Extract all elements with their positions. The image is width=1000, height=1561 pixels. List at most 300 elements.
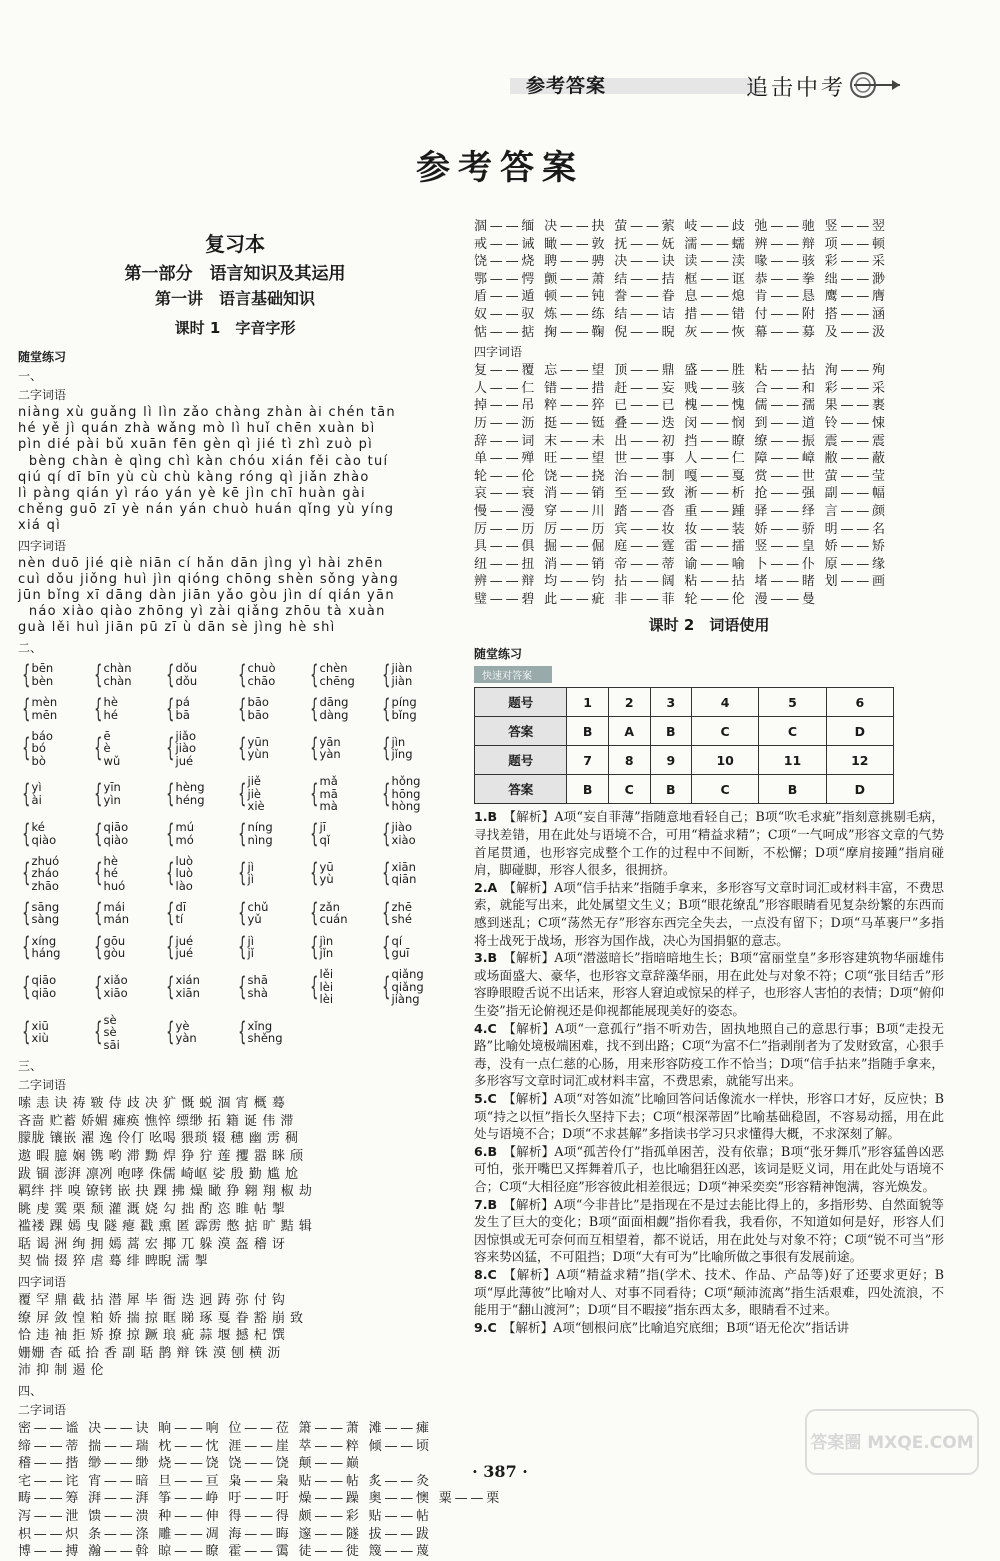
pinyin-readings [176, 974, 200, 999]
polyphone-pair [234, 968, 306, 1006]
brace-icon: { [382, 858, 391, 889]
brace-icon: { [22, 932, 31, 963]
brace-icon: { [382, 818, 391, 849]
pinyin-reading: chǔ [247, 899, 269, 914]
pinyin-readings [320, 935, 334, 960]
pinyin-reading: jìn [391, 734, 406, 749]
pinyin-reading: sāng [31, 899, 60, 914]
pinyin-readings [248, 662, 276, 687]
question-number-cell: 1 [567, 688, 608, 717]
brace-icon: { [382, 778, 391, 809]
brace-icon: { [22, 858, 31, 889]
polyphone-pair [306, 730, 378, 768]
pinyin-reading: bā [175, 707, 190, 722]
polyphone-pair [378, 730, 450, 768]
pinyin-reading: dāng [319, 695, 349, 710]
polyphone-pair [18, 693, 90, 724]
polyphone-pair [234, 775, 306, 813]
sec4-four-line: 辨——辩 均——钧 拈——阔 粘——拈 堵——睹 划——画 [474, 574, 888, 590]
answer-cell: B [567, 717, 608, 746]
pinyin-reading: yìn [103, 792, 121, 807]
polyphone-pair [162, 775, 234, 813]
sec4-two-right-line: 鄂——愕 颤——萧 结——拮 框——诓 恭——拳 绌——渺 [474, 271, 888, 287]
section-two-label: 二、 [18, 640, 43, 655]
pinyin-readings [320, 901, 348, 926]
pinyin-2-line: bèng chàn è qìng chì kàn chóu xián fěi cào tuí [18, 453, 389, 469]
brace-icon: { [238, 659, 247, 690]
pinyin-reading: níng [247, 820, 273, 835]
answer-row-answers-1 [475, 717, 894, 746]
pinyin-readings [392, 935, 410, 960]
explanation-text: 【解析】A项“刨根问底”比喻追究底细；B项“语无伦次”指话讲 [502, 1319, 850, 1335]
answer-row-numbers-2 [475, 746, 894, 775]
pinyin-reading: yè [175, 1018, 190, 1033]
pinyin-readings [176, 781, 205, 806]
pinyin-readings [248, 821, 273, 846]
pinyin-reading: héng [175, 792, 205, 807]
sec4-two-line: 枳——炽 条——涤 雕——凋 海——晦 邃——隧 拔——跋 [18, 1526, 432, 1542]
right-column [474, 218, 944, 1480]
pinyin-reading: jì [247, 872, 254, 887]
pinyin-4-line: cuì dǒu jiǒng huì jìn qióng chōng shèn sǒng yàng [18, 571, 400, 587]
pinyin-reading: yì [31, 780, 42, 795]
brace-icon: { [94, 778, 103, 809]
pinyin-reading: háng [31, 946, 61, 961]
pinyin-readings [32, 662, 54, 687]
brace-icon: { [310, 733, 319, 764]
section-one-label: 一、 [18, 369, 43, 383]
sec4-four-line: 璧——碧 此——疵 非——菲 轮——伦 漫——曼 [474, 591, 818, 607]
polyphone-pair [162, 898, 234, 929]
pinyin-readings [320, 696, 349, 721]
pinyin-reading: píng [391, 695, 417, 710]
pinyin-reading: zháo [31, 866, 59, 881]
pinyin-reading: xián [175, 973, 200, 988]
pinyin-readings [320, 968, 333, 1006]
brace-icon: { [94, 693, 103, 724]
watermark-text: 答案圈 MXQE.COM [810, 1433, 974, 1453]
pinyin-readings [104, 781, 121, 806]
pinyin-readings [392, 821, 416, 846]
pinyin-reading: shé [391, 912, 412, 927]
sec4-two-right-line: 戒——诫 瞰——敦 抚——妩 濡——蠕 辨——辩 项——顿 [474, 236, 888, 252]
pinyin-reading: lèi [319, 992, 334, 1007]
explanation-text: 【解析】A项“一意孤行”指不听劝告，固执地照自己的意思行事；B项“走投无路”比喻处境极端困难，找不到出路；C项“为富不仁”指剥削者为了发财致富，心狠手毒，没有一点仁慈的心肠，用来形容防疫工作不恰当；D项“信手拈来”指随手拿来，多形容写文章时词汇或材料丰富，不费思索，就能写出来。 [474, 1020, 944, 1089]
brace-icon: { [94, 818, 103, 849]
section-three-label: 三、 [18, 1059, 43, 1074]
pinyin-reading: zhē [391, 899, 412, 914]
explanation-item [474, 1266, 944, 1319]
pinyin-2-line: qiú qí dī bīn yù cù chù kàng róng qì jiǎn zhào [18, 469, 370, 485]
brace-icon: { [166, 693, 175, 724]
sec4-four-line: 轮——伦 饶——挠 治——制 嘎——戛 赏——世 萤——莹 [474, 468, 888, 484]
sec4-four-line: 掉——吊 粹——猝 已——已 槐——愧 儒——孺 果——裹 [474, 398, 888, 414]
sec3-two-line: 跋 锢 澎湃 凛冽 咆哮 侏儒 崎岖 娑 殷 勤 尴 尬 [18, 1166, 299, 1182]
question-number-cell: 5 [759, 688, 826, 717]
question-number-cell: 7 [567, 746, 608, 775]
polyphone-pair [162, 818, 234, 849]
answer-cell: B [650, 775, 691, 804]
pinyin-reading: jué [175, 753, 194, 768]
pinyin-reading: dǒu [175, 673, 198, 688]
pinyin-reading: jué [175, 946, 194, 961]
pinyin-readings [248, 901, 269, 926]
pinyin-reading: chàn [103, 661, 132, 676]
pinyin-reading: yūn [247, 734, 269, 749]
pinyin-readings [32, 1020, 49, 1045]
explanation-item [474, 1143, 944, 1196]
polyphone-pair [18, 1014, 90, 1052]
pinyin-reading: huó [103, 878, 126, 893]
polyphone-pair [234, 1014, 306, 1052]
pinyin-readings [104, 1014, 120, 1052]
pinyin-reading: jiàng [391, 992, 420, 1007]
brace-icon: { [166, 898, 175, 929]
explanation-text: 【解析】A项“精益求精”指(学术、技术、作品、产品等)好了还要求更好；B项“厚此薄彼”比喻对人、对事不同看待；C项“颠沛流离”指生活艰难，四处流浪，不能用于“翻山渡河”；D项“目不暇接”指东西太多，眼睛看不过来。 [474, 1266, 944, 1318]
pinyin-reading: yān [319, 734, 341, 749]
page-number: · 387 · [472, 1462, 528, 1481]
pinyin-readings [248, 935, 254, 960]
pinyin-readings [32, 974, 57, 999]
part-title: 第一部分 语言知识及其运用 [124, 264, 346, 284]
pinyin-reading: qiāo [31, 973, 57, 988]
explanation-item [474, 1319, 944, 1337]
brace-icon: { [22, 1017, 31, 1048]
sec4-four-line: 人——仁 错——措 赶——妄 贱——骇 合——和 彩——采 [474, 380, 888, 396]
page-title: 参考答案 [416, 148, 584, 188]
sec3-four-line: 沛 抑 制 遏 伦 [18, 1363, 105, 1379]
polyphone-pair [18, 898, 90, 929]
explanation-text: 【解析】A项“潜滋暗长”指暗暗地生长；B项“富丽堂皇”多形容建筑物华丽雄伟或场面盛大、豪华，也形容文章辞藻华丽，用在此处与对象不符；C项“张目结舌”形容睁眼瞪舌说不出话来，形容人窘迫或惊呆的样子，也形容人害怕的表情；D项“俯仰生姿”指无论俯视还是仰视都能展现美好的姿态。 [474, 950, 944, 1018]
pinyin-readings [176, 901, 187, 926]
brace-icon: { [166, 818, 175, 849]
explanation-number: 9.C [474, 1319, 497, 1335]
pinyin-reading: bāo [247, 695, 269, 710]
answer-cell: B [567, 775, 608, 804]
brace-icon: { [166, 733, 175, 764]
explanation-item [474, 1196, 944, 1266]
brace-icon: { [238, 733, 247, 764]
polyphone-pair [234, 818, 306, 849]
pinyin-reading: mèn [31, 695, 58, 710]
brace-icon: { [22, 971, 31, 1002]
pinyin-readings [320, 736, 341, 761]
pinyin-reading: báo [31, 728, 53, 743]
sec3-two-line: 吝啬 贮蓄 娇媚 瘫痪 憔悴 缥缈 拓 籍 诞 伟 滞 [18, 1113, 294, 1129]
sec4-two-line: 密——谧 决——诀 晌——响 位——莅 箫——萧 滩——瘫 [18, 1421, 432, 1437]
answer-cell: C [759, 717, 826, 746]
pinyin-readings [176, 855, 194, 893]
pinyin-2-line: xiá qì [18, 518, 62, 534]
pinyin-reading: è [103, 741, 111, 756]
pinyin-reading: jiào [175, 741, 197, 756]
pinyin-reading: chāo [247, 673, 276, 688]
polyphone-pair [378, 968, 450, 1006]
pinyin-reading: mā [319, 786, 338, 801]
pinyin-reading: bēn [31, 661, 54, 676]
brace-icon: { [22, 659, 31, 690]
brace-icon: { [94, 659, 103, 690]
explanation-text: 【解析】A项“对答如流”比喻回答问话像流水一样快，形容口才好，反应快；B项“持之以恒”指长久坚持下去；C项“根深蒂固”比喻基础稳固，不容易动摇，用在此处与语境不合；D项“不求甚解”多指读书学习只求懂得大概，不求深刻了解。 [474, 1090, 944, 1142]
pinyin-reading: xǐng [247, 1018, 273, 1033]
sec3-two-line: 褴褛 踝 嫣 曳 隧 瘪 戳 熏 匿 霹雳 憋 掂 旷 黠 辑 [18, 1219, 313, 1235]
pinyin-reading: xiū [31, 1018, 49, 1033]
pinyin-readings [392, 968, 424, 1006]
pinyin-reading: lěi [319, 967, 334, 982]
brace-icon: { [238, 858, 247, 889]
brace-icon: { [166, 778, 175, 809]
pinyin-reading: xiǎo [103, 973, 128, 988]
pinyin-readings [392, 696, 417, 721]
polyphone-pair [306, 898, 378, 929]
answer-cell: A [608, 717, 650, 746]
pinyin-reading: qiào [103, 832, 129, 847]
pinyin-reading: jǐng [391, 747, 413, 762]
sec3-two-line: 羁绊 拌 嗅 镣铐 嵌 抉 踝 拂 燥 瞰 狰 翱 翔 椒 劫 [18, 1184, 313, 1200]
brace-icon: { [310, 932, 319, 963]
polyphone-pair [234, 659, 306, 690]
lecture-title: 第一讲 语言基础知识 [154, 289, 315, 308]
pinyin-reading: bó [31, 741, 46, 756]
explanation-number: 8.C [474, 1266, 497, 1282]
question-number-cell: 11 [759, 746, 826, 775]
pinyin-reading: sè [103, 1012, 117, 1027]
pinyin-reading: yīn [103, 780, 121, 795]
pinyin-reading: ē [103, 728, 111, 743]
pinyin-readings [32, 781, 42, 806]
pinyin-reading: jì [247, 933, 254, 948]
explanation-text: 【解析】A项“信手拈来”指随手拿来，多形容写文章时词汇或材料丰富，不费思索，就能写出来，此处属望文生义；B项“眼花缭乱”形容眼睛看见复杂纷繁的东西而感到迷乱；C项“荡然无存”形容东西完全失去，一点没有留下；D项“马革裹尸”多指将士战死于战场，形容为国作战，决心为国捐躯的意志。 [474, 879, 944, 948]
question-number-cell: 4 [691, 688, 758, 717]
pinyin-2-line: lì pàng qián yì ráo yán yè kē jìn chī huàn gài [18, 486, 366, 502]
watermark [802, 1404, 982, 1480]
practice-heading: 随堂练习 [18, 350, 67, 364]
pinyin-reading: yùn [247, 747, 269, 762]
pinyin-four-char-block [18, 556, 452, 637]
answer-cell: C [691, 775, 758, 804]
pinyin-readings [32, 855, 60, 893]
pinyin-reading: wǔ [103, 753, 121, 768]
pinyin-reading: hǒng [391, 774, 421, 789]
polyphone-pair [306, 659, 378, 690]
pinyin-reading: qiào [31, 832, 57, 847]
pinyin-2-line: hé yě jì quán zhà wǎng mò lì huǐ chēn xuàn bì [18, 421, 376, 437]
explanation-text: 【解析】A项“妄自菲薄”指随意地看轻自己；B项“吹毛求疵”指刻意挑剔毛病，寻找差错，用在此处与语境不合，可用“精益求精”；C项“一气呵成”形容文章的气势首尾贯通，也形容完成整个工作的过程中不间断，不松懈；D项“摩肩接踵”指肩碰肩，脚碰脚，形容人很多，很拥挤。 [474, 809, 944, 878]
polyphone-pair [162, 693, 234, 724]
polyphone-pair [306, 775, 378, 813]
polyphone-pair [90, 898, 162, 929]
pinyin-reading: qiān [391, 872, 417, 887]
pinyin-readings [392, 662, 413, 687]
sec4-two-line: 泻——泄 馈——溃 种——伸 得——得 颇——彩 贴——帖 [18, 1509, 432, 1525]
pinyin-readings [392, 736, 413, 761]
sec4-four-line: 哀——衰 消——销 至——致 淅——析 抢——强 副——幅 [474, 486, 888, 502]
brace-icon: { [310, 659, 319, 690]
explanation-item [474, 949, 944, 1019]
pinyin-reading: yū [319, 859, 334, 874]
pinyin-reading: mó [175, 832, 194, 847]
answer-cell: B [759, 775, 826, 804]
sec4-two-char-continued [474, 218, 944, 341]
polyphone-pair [90, 818, 162, 849]
pinyin-reading: chēng [319, 673, 355, 688]
sec3-two-line: 眺 虔 霙 栗 颓 灌 溉 娆 勾 拙 酌 恣 睢 帖 掣 [18, 1201, 286, 1217]
pinyin-reading: luò [175, 853, 194, 868]
pinyin-reading: hōng [391, 786, 421, 801]
brace-icon: { [166, 932, 175, 963]
pinyin-reading: guī [391, 946, 410, 961]
pinyin-reading: yàn [175, 1031, 197, 1046]
sec4-four-line: 辞——词 末——未 出——初 挡——瞭 缭——振 震——震 [474, 433, 888, 449]
answer-table [474, 687, 894, 804]
sec3-four-line: 姗姗 杳 砥 拾 香 副 聒 鹊 辩 铢 漠 刨 横 沥 [18, 1345, 281, 1361]
sec3-two-line: 契 惴 掇 猝 虐 蓦 绯 睥睨 濡 掣 [18, 1254, 209, 1270]
quick-answer-tag: 快速对答案 [474, 666, 552, 683]
brace-icon: { [238, 693, 247, 724]
pinyin-2-line: pìn dié pài bǔ xuān fēn gèn qì jié tì zhì zuò pì [18, 437, 374, 453]
explanation-number: 2.A [474, 879, 498, 895]
pinyin-reading: mái [103, 899, 125, 914]
brace-icon: { [94, 858, 103, 889]
pinyin-4-line: náo xiào qiào zhōng yì zài qiǎng zhōu tà xuàn [18, 604, 386, 620]
sec4-two-line: 稽——揩 缈——缈 烧——饶 饶——饶 颠——巅 [18, 1456, 362, 1472]
brace-icon: { [238, 778, 247, 809]
pinyin-reading: xíng [31, 933, 57, 948]
polyphone-pair [378, 932, 450, 963]
sec4-two-line: 博——搏 瀚——斡 晾——瞭 霍——霭 徒——徙 篾——蔑 [18, 1544, 432, 1560]
pinyin-reading: xiān [175, 985, 200, 1000]
brace-icon: { [94, 733, 103, 764]
polyphone-pair [90, 693, 162, 724]
question-number-cell: 9 [650, 746, 691, 775]
sec4-four-line: 厉——历 厉——历 宾——妆 妆——装 娇——骄 明——名 [474, 521, 888, 537]
brace-icon: { [94, 971, 103, 1002]
label-cell: 题号 [475, 746, 567, 775]
pinyin-reading: chuò [247, 661, 276, 676]
label-cell: 答案 [475, 775, 567, 804]
polyphone-pair [306, 818, 378, 849]
pinyin-reading: qiāo [31, 985, 57, 1000]
brace-icon: { [382, 733, 391, 764]
brace-icon: { [166, 971, 175, 1002]
polyphone-pair [234, 730, 306, 768]
pinyin-reading: zhuó [31, 853, 60, 868]
pinyin-reading: bèn [31, 673, 54, 688]
polyphone-pair [378, 818, 450, 849]
pinyin-reading: mēn [31, 707, 58, 722]
question-number-cell: 10 [691, 746, 758, 775]
sec4-two-line: 畴——筹 湃——湃 筝——峥 吁——吁 燥——躁 奥——懊 粟——栗 [18, 1491, 502, 1507]
brace-icon: { [382, 659, 391, 690]
pinyin-reading: xiān [391, 859, 416, 874]
explanation-item [474, 1020, 944, 1090]
polyphone-pair [378, 898, 450, 929]
pinyin-readings [392, 901, 412, 926]
brace-icon: { [22, 898, 31, 929]
sec4-four-line: 复——覆 忘——望 顶——鼎 盛——胜 粘——拈 洵——殉 [474, 363, 888, 379]
sec4-four-line: 具——俱 掘——倔 庭——霆 雷——擂 竖——皇 娇——矫 [474, 539, 888, 555]
pinyin-reading: hè [103, 853, 118, 868]
pinyin-reading: chèn [319, 661, 348, 676]
pinyin-reading: jiǎo [175, 728, 197, 743]
pinyin-readings [32, 901, 60, 926]
pinyin-readings [32, 696, 58, 721]
pinyin-readings [104, 974, 128, 999]
pinyin-reading: lèi [319, 979, 334, 994]
explanation-item [474, 808, 944, 878]
question-number-cell: 8 [608, 746, 650, 775]
pinyin-4-line: jūn bǐng xī dāng dàn jiān yǎo gòu jìn dí qián yān [18, 588, 395, 604]
polyphone-pair [162, 968, 234, 1006]
pinyin-reading: luò [175, 866, 194, 881]
pinyin-reading: hé [103, 866, 118, 881]
brace-icon: { [238, 971, 247, 1002]
pinyin-readings [176, 696, 190, 721]
explanation-text: 【解析】A项“今非昔比”是指现在不是过去能比得上的，多指形势、自然面貌等发生了巨大的变化；B项“面面相觑”指你看我，我看你，不知道如何是好，形容人们因惊惧或无可奈何而互相望着，都不说话，用在此处与对象不符；C项“锐不可当”形容来势凶猛，不可阻挡；D项“大有可为”比喻所做之事很有发展前途。 [474, 1196, 944, 1265]
pinyin-readings [248, 775, 265, 813]
pinyin-reading: sè [103, 1025, 117, 1040]
polyphone-pair [90, 932, 162, 963]
question-number-cell: 6 [826, 688, 893, 717]
explanation-text: 【解析】A项“孤苦伶仃”指孤单困苦，没有依靠；B项“张牙舞爪”形容猛兽凶恶可怕，张开嘴巴又挥舞着爪子，也比喻猖狂凶恶，该词是贬义词，用在此处与语境不合；C项“大相径庭”形容彼此相差很远；D项“神采奕奕”形容精神饱满，容光焕发。 [474, 1143, 944, 1194]
sec4-four-char-block [474, 362, 944, 608]
pinyin-readings [104, 730, 121, 768]
pinyin-readings [32, 730, 53, 768]
pinyin-readings [248, 861, 254, 886]
polyphone-pair [162, 1014, 234, 1052]
pinyin-reading: yǔ [247, 912, 262, 927]
answer-row-numbers-1 [475, 688, 894, 717]
pinyin-reading: bò [31, 753, 46, 768]
brace-icon: { [94, 932, 103, 963]
sec4-four-line: 慢——漫 穿——川 踏——沓 重——踵 驿——绎 言——颜 [474, 503, 888, 519]
pinyin-reading: lào [175, 878, 193, 893]
sec3-two-line: 嗦 恚 诀 祷 皲 侍 歧 决 犷 慨 蜕 涸 宵 概 蓦 [18, 1096, 286, 1112]
pinyin-reading: jué [175, 933, 194, 948]
polyphone-pair [234, 932, 306, 963]
pinyin-readings [104, 662, 132, 687]
pinyin-reading: qí [391, 933, 403, 948]
pinyin-reading: sāi [103, 1037, 120, 1052]
brace-icon: { [22, 778, 31, 809]
polyphone-pair [306, 693, 378, 724]
pinyin-readings [176, 821, 195, 846]
pinyin-reading: sàng [31, 912, 60, 927]
pinyin-reading: dǒu [175, 661, 198, 676]
pinyin-4-line: nèn duō jié qiè niān cí hǎn dān jìng yì hài zhēn [18, 555, 384, 571]
polyphone-pair [306, 932, 378, 963]
pinyin-reading: jiě [247, 774, 262, 789]
polyphone-pair [162, 855, 234, 893]
pinyin-reading: mǎ [319, 774, 338, 789]
pinyin-reading: qǐ [319, 832, 331, 847]
pinyin-readings [104, 855, 126, 893]
polyphone-pair [378, 659, 450, 690]
pinyin-reading: dī [175, 899, 187, 914]
polyphone-pair [18, 818, 90, 849]
sec4-four-line: 历——沥 挺——铤 叠——迭 闵——悯 到——道 铃——悚 [474, 415, 888, 431]
pinyin-readings [392, 775, 421, 813]
pinyin-reading: ài [31, 792, 42, 807]
pinyin-reading: jiàn [391, 661, 413, 676]
sec3-four-char-block [18, 1292, 452, 1380]
pinyin-reading: ké [31, 820, 45, 835]
pinyin-reading: gòu [103, 946, 126, 961]
pinyin-readings [248, 974, 268, 999]
brace-icon: { [166, 858, 175, 889]
pinyin-2-line: niàng xù guǎng lì lìn zǎo chàng zhàn ài chén tān [18, 405, 396, 420]
pinyin-reading: bāo [247, 707, 269, 722]
